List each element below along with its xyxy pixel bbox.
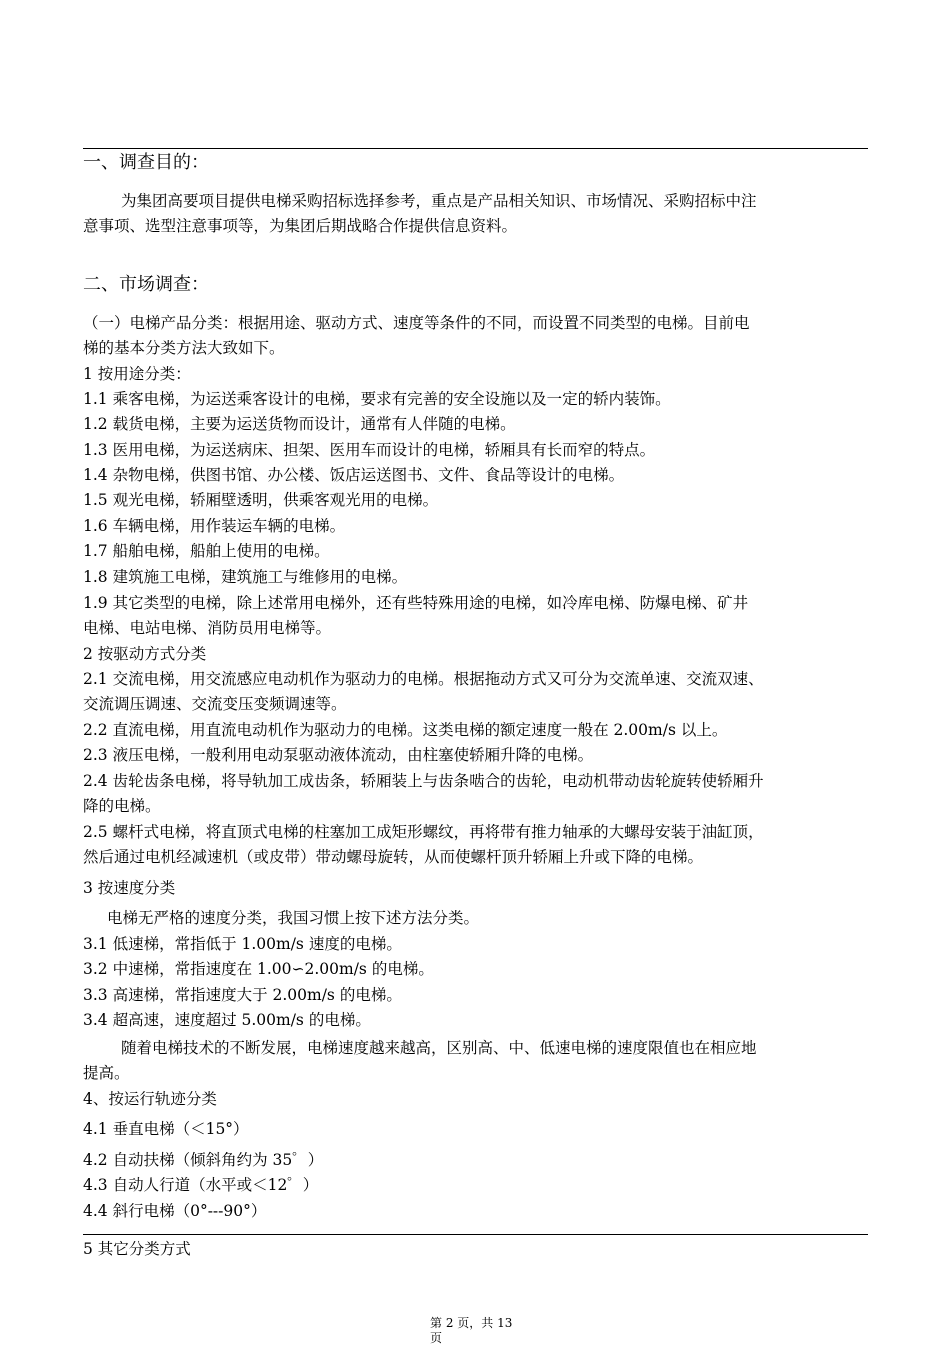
text-line: 4.2 自动扶梯（倾斜角约为 35゜）	[83, 1151, 324, 1169]
text-line: 电梯、电站电梯、消防员用电梯等。	[83, 619, 332, 637]
text-line: 2.4 齿轮齿条电梯，将导轨加工成齿条，轿厢装上与齿条啮合的齿轮，电动机带动齿轮旋转使轿厢升	[83, 772, 764, 790]
intro-line: 梯的基本分类方法大致如下。	[83, 339, 285, 357]
text-line: 4.4 斜行电梯（0°---90°）	[83, 1202, 267, 1220]
text-line: 5 其它分类方式	[83, 1240, 191, 1258]
text-line: 3.4 超高速，速度超过 5.00m/s 的电梯。	[83, 1011, 371, 1029]
text-line: 1.9 其它类型的电梯，除上述常用电梯外，还有些特殊用途的电梯，如冷库电梯、防爆电梯、矿井	[83, 594, 749, 612]
section-1-para-line: 为集团高要项目提供电梯采购招标选择参考，重点是产品相关知识、市场情况、采购招标中注	[121, 192, 757, 210]
text-line: 然后通过电机经减速机（或皮带）带动螺母旋转，从而使螺杆顶升轿厢上升或下降的电梯。	[83, 848, 704, 866]
page-number-cont: 页	[430, 1331, 443, 1345]
text-line: 4.1 垂直电梯（＜15°）	[83, 1120, 249, 1138]
text-line: 2 按驱动方式分类	[83, 645, 207, 663]
text-line: 降的电梯。	[83, 797, 161, 815]
text-line: 1.4 杂物电梯，供图书馆、办公楼、饭店运送图书、文件、食品等设计的电梯。	[83, 466, 625, 484]
text-line: 1.3 医用电梯，为运送病床、担架、医用车而设计的电梯，轿厢具有长而窄的特点。	[83, 441, 656, 459]
text-line: 4.3 自动人行道（水平或＜12゜）	[83, 1176, 319, 1194]
section-rule	[83, 1234, 868, 1235]
text-line: 3.3 高速梯，常指速度大于 2.00m/s 的电梯。	[83, 986, 402, 1004]
text-line: 3.2 中速梯，常指速度在 1.00∽2.00m/s 的电梯。	[83, 960, 434, 978]
section-1-heading: 一、调查目的：	[83, 152, 209, 173]
text-line: 电梯无严格的速度分类，我国习惯上按下述方法分类。	[107, 909, 480, 927]
text-line: 1.6 车辆电梯，用作装运车辆的电梯。	[83, 517, 346, 535]
text-line: 交流调压调速、交流变压变频调速等。	[83, 695, 347, 713]
text-line: 3.1 低速梯，常指低于 1.00m/s 速度的电梯。	[83, 935, 402, 953]
text-line: 1.2 载货电梯，主要为运送货物而设计，通常有人伴随的电梯。	[83, 415, 516, 433]
section-2-heading: 二、市场调查：	[83, 274, 209, 295]
text-line: 2.2 直流电梯，用直流电动机作为驱动力的电梯。这类电梯的额定速度一般在 2.00m/s 以上。	[83, 721, 728, 739]
section-1-para-line: 意事项、选型注意事项等，为集团后期战略合作提供信息资料。	[83, 217, 518, 235]
text-line: 1.7 船舶电梯，船舶上使用的电梯。	[83, 542, 330, 560]
header-rule	[83, 148, 868, 149]
text-line: 1.8 建筑施工电梯，建筑施工与维修用的电梯。	[83, 568, 408, 586]
text-line: 2.5 螺杆式电梯，将直顶式电梯的柱塞加工成矩形螺纹，再将带有推力轴承的大螺母安装于油缸顶，	[83, 823, 764, 841]
text-line: 3 按速度分类	[83, 879, 176, 897]
text-line: 4、按运行轨迹分类	[83, 1090, 217, 1108]
text-line: 1 按用途分类：	[83, 365, 191, 383]
intro-line: （一）电梯产品分类：根据用途、驱动方式、速度等条件的不同，而设置不同类型的电梯。目前电	[83, 314, 750, 332]
text-line: 2.3 液压电梯，一般利用电动泵驱动液体流动，由柱塞使轿厢升降的电梯。	[83, 746, 594, 764]
text-line: 2.1 交流电梯，用交流感应电动机作为驱动力的电梯。根据拖动方式又可分为交流单速、交流双速、	[83, 670, 764, 688]
text-line: 提高。	[83, 1064, 130, 1082]
page-number: 第 2 页，共 13	[430, 1316, 513, 1330]
text-line: 随着电梯技术的不断发展，电梯速度越来越高，区别高、中、低速电梯的速度限值也在相应地	[121, 1039, 757, 1057]
text-line: 1.1 乘客电梯，为运送乘客设计的电梯，要求有完善的安全设施以及一定的轿内装饰。	[83, 390, 671, 408]
text-line: 1.5 观光电梯，轿厢壁透明，供乘客观光用的电梯。	[83, 491, 439, 509]
